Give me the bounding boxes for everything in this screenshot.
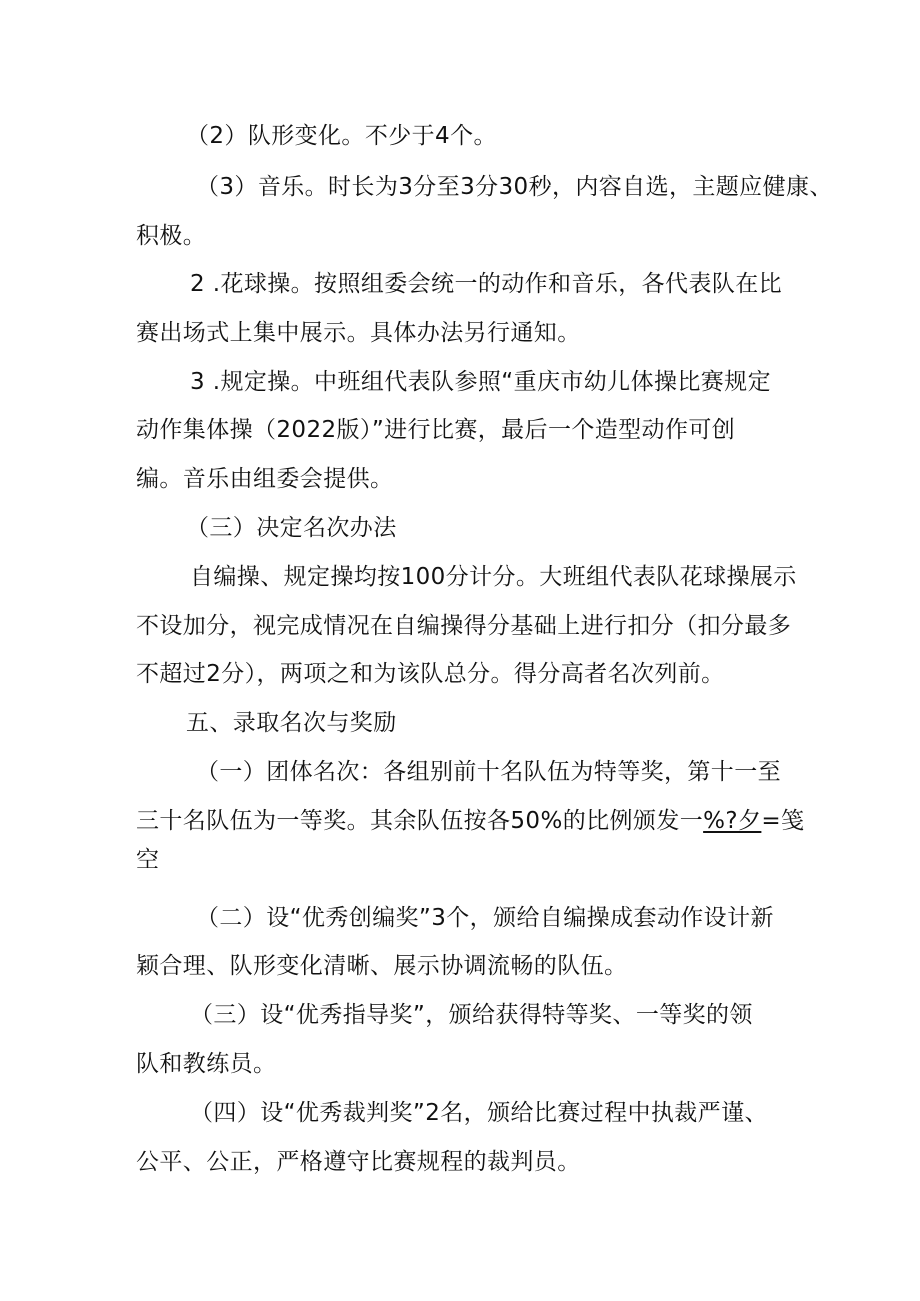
text-line: 颖合理、队形变化清晰、展示协调流畅的队伍。 [136, 953, 628, 979]
text-line: 自编操、规定操均按100分计分。大班组代表队花球操展示 [190, 564, 797, 590]
text-line: （3）音乐。时长为3分至3分30秒，内容自选，主题应健康、 [196, 174, 833, 200]
text-line [136, 806, 804, 836]
text-line: （三）设“优秀指导奖”，颁给获得特等奖、一等奖的领 [190, 1002, 753, 1028]
text-line: 赛出场式上集中展示。具体办法另行通知。 [136, 320, 581, 346]
section-heading: 五、录取名次与奖励 [186, 710, 397, 736]
text-line: 不超过2分），两项之和为该队总分。得分高者名次列前。 [136, 661, 725, 687]
section-heading: （三）决定名次办法 [186, 515, 397, 541]
text-line: （一）团体名次：各组别前十名队伍为特等奖，第十一至 [196, 759, 781, 785]
text-line: （2）队形变化。不少于4个。 [186, 123, 497, 149]
text-line: （二）设“优秀创编奖”3个，颁给自编操成套动作设计新 [196, 905, 774, 931]
text-line: 队和教练员。 [136, 1051, 277, 1077]
garbled-text: =笺 [761, 808, 805, 834]
text-line: （四）设“优秀裁判奖”2名，颁给比赛过程中执裁严谨、 [190, 1100, 768, 1126]
text-span: 三十名队伍为一等奖。其余队伍按各50%的比例颁发一 [136, 808, 704, 834]
underlined-garbled-text: %?夕 [703, 808, 762, 834]
text-line: 公平、公正，严格遵守比赛规程的裁判员。 [136, 1149, 581, 1175]
text-line: 动作集体操（2022版）”进行比赛，最后一个造型动作可创 [136, 417, 736, 443]
text-line: 3 .规定操。中班组代表队参照“重庆市幼儿体操比赛规定 [190, 369, 771, 395]
text-line: 2 .花球操。按照组委会统一的动作和音乐，各代表队在比 [190, 271, 783, 297]
text-line: 不设加分，视完成情况在自编操得分基础上进行扣分（扣分最多 [136, 613, 792, 639]
text-line: 空 [136, 847, 160, 873]
text-line: 编。音乐由组委会提供。 [136, 466, 394, 492]
text-line: 积极。 [136, 223, 207, 249]
